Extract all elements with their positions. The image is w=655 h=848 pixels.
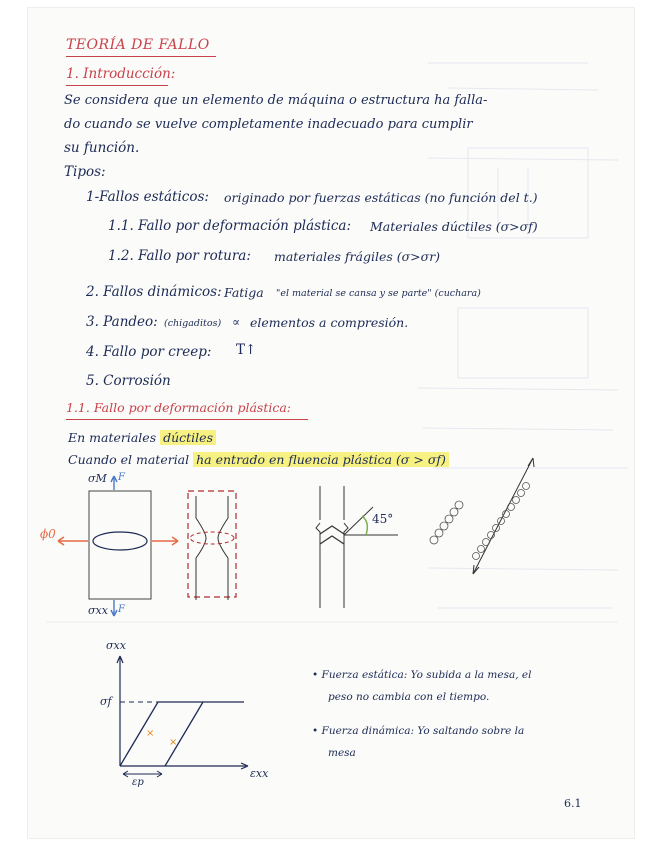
type-1-desc: originado por fuerzas estáticas (no función del t.)	[224, 190, 538, 205]
note-static-2: peso no cambia con el tiempo.	[328, 691, 490, 703]
stress-strain-graph	[117, 656, 248, 777]
intro-line-2: do cuando se vuelve completamente inadecuado para cumplir	[64, 117, 473, 132]
specimen-tension-diagram	[58, 476, 178, 616]
svg-text:×: ×	[169, 737, 178, 748]
graph-ep-label: εp	[132, 777, 144, 788]
intro-line-3: su función.	[64, 140, 140, 156]
bullet-1-highlight: dúctiles	[160, 430, 216, 445]
force-top-label: F	[118, 472, 125, 483]
note-dynamic-1: • Fuerza dinámica: Yo saltando sobre la	[312, 725, 525, 737]
type-5-label: 5. Corrosión	[86, 373, 171, 389]
symbol-prop: ∝	[232, 315, 241, 329]
graph-x-label: εxx	[250, 767, 269, 780]
type-2-note: "el material se cansa y se parte" (cuchara)	[276, 288, 481, 299]
specimen-necking-diagram	[188, 491, 236, 600]
note-dynamic-2: mesa	[328, 747, 356, 759]
section-introduccion: 1. Introducción:	[66, 66, 176, 82]
section-1-1: 1.1. Fallo por deformación plástica:	[66, 400, 292, 415]
bullet-2-prefix: Cuando el material	[68, 452, 190, 467]
page-number: 6.1	[564, 797, 582, 810]
type-3-label: 3. Pandeo:	[86, 314, 158, 330]
notebook-page	[28, 8, 634, 838]
type-1-1-desc: Materiales dúctiles (σ>σf)	[370, 219, 538, 234]
sigma-bottom-label: σxx	[88, 604, 108, 617]
tipos-label: Tipos:	[64, 164, 106, 180]
sigma-top-label: σM	[88, 472, 107, 485]
type-1-1-label: 1.1. Fallo por deformación plástica:	[108, 218, 352, 234]
slip-planes-diagram	[430, 458, 534, 574]
type-1-2-desc: materiales frágiles (σ>σr)	[274, 249, 441, 264]
diagram-layer	[28, 8, 634, 838]
graph-y-label: σxx	[106, 639, 126, 652]
type-4-desc: T↑	[236, 342, 257, 358]
intro-line-1: Se considera que un elemento de máquina o estructura ha falla-	[64, 93, 488, 108]
type-3-desc: elementos a compresión.	[250, 315, 409, 330]
type-4-label: 4. Fallo por creep:	[86, 344, 212, 360]
type-1-label: 1-Fallos estáticos:	[86, 189, 209, 205]
page-title: TEORÍA DE FALLO	[66, 37, 210, 53]
angle-label: 45°	[372, 512, 394, 526]
type-3-note: (chigaditos)	[164, 318, 222, 329]
type-2-label: 2. Fallos dinámicos:	[86, 284, 222, 300]
specimen-shear-diagram	[316, 486, 398, 608]
type-2-desc: Fatiga	[224, 285, 264, 300]
bullet-2-highlight: ha entrado en fluencia plástica (σ > σf)	[193, 452, 449, 467]
svg-text:×: ×	[146, 728, 155, 739]
graph-yield-label: σf	[100, 695, 112, 708]
note-static-1: • Fuerza estática: Yo subida a la mesa, el	[312, 669, 532, 681]
phi-label: ϕ0	[40, 527, 56, 541]
bullet-1-prefix: En materiales	[68, 430, 157, 445]
type-1-2-label: 1.2. Fallo por rotura:	[108, 248, 251, 264]
force-bottom-label: F	[118, 604, 125, 615]
